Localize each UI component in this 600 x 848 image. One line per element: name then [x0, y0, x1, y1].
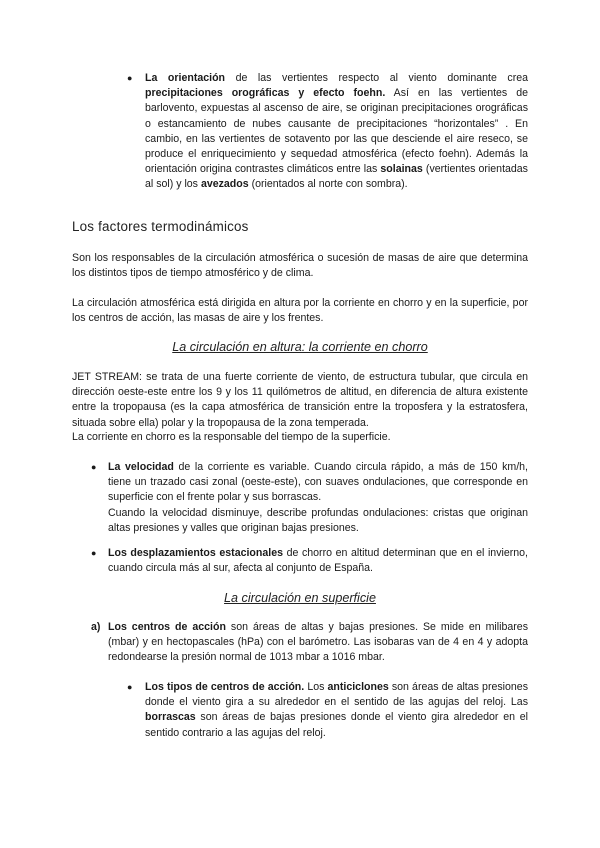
bullet-orientacion: La orientación de las vertientes respecto al viento dominante crea precipitaciones orográficas y efecto foehn. Así en las vertientes de barlovento, expuestas al ascenso de aire, se originan precipitaciones orográficas o estancamiento de nubes causante de precipitaciones “horizontales” . En cambio, en las vertientes de sotavento por las que desciende el aire reseco, se produce el enriquecimiento y sequedad atmosférica (efecto foehn). Además la orientación origina contrastes climáticos entre las solainas (vertientes orientadas al sol) y los avezados (orientados al norte con sombra). — [145, 72, 529, 191]
bullet-dot: ● — [91, 462, 97, 472]
bullet-tipos-centros: Los tipos de centros de acción. Los anticiclones son áreas de altas presiones donde el viento gira a su alrededor en el sentido de las agujas del reloj. Las borrascas son áreas de bajas presiones donde el viento gira alrededor en el sentido contrario a las agujas del reloj. — [145, 681, 528, 739]
section-title: Los factores termodinámicos — [72, 219, 249, 234]
bold-term: anticiclones — [327, 681, 389, 693]
heading-circulacion-superficie: La circulación en superficie — [224, 591, 376, 605]
bullet-dot: ● — [91, 548, 97, 558]
bullet-desplazamientos: Los desplazamientos estacionales de chorro en altitud determinan que en el invierno, cuando circula más al sur, afecta al conjunto de España. — [108, 547, 528, 575]
list-label-a: a) — [91, 621, 101, 633]
bold-term: solainas — [380, 163, 423, 176]
bold-term: borrascas — [145, 711, 196, 724]
paragraph-jet-stream: JET STREAM: se trata de una fuerte corriente de viento, de estructura tubular, que circula en dirección oeste-este entre los 9 y los 11 quilómetros de altitud, en diferencia de altura existente entre la tropopausa (es la capa atmosférica de transición entre la troposfera y la estratosfera, situada sobre ella) polar y la tropopausa de la zona temperada. — [72, 371, 528, 429]
bold-term: La velocidad — [108, 461, 174, 473]
paragraph-circulacion: La circulación atmosférica está dirigida en altura por la corriente en chorro y en la superficie, por los centros de acción, las masas de aire y los frentes. — [72, 297, 528, 325]
paragraph-responsables: Son los responsables de la circulación atmosférica o sucesión de masas de aire que determina los distintos tipos de tiempo atmosférico y de clima. — [72, 252, 528, 280]
item-centros-accion: Los centros de acción son áreas de altas y bajas presiones. Se mide en milibares (mbar) y en hectopascales (hPa) con el barómetro. Las isobaras van de 4 en 4 y adopta redondearse la presión normal de 1013 mbar a 1016 mbar. — [108, 621, 528, 664]
bold-term: Los centros de acción — [108, 621, 226, 633]
bold-term: Los desplazamientos estacionales — [108, 547, 283, 559]
bold-term: precipitaciones orográficas y efecto foehn. — [145, 87, 386, 100]
bullet-dot: ● — [127, 73, 133, 83]
bold-term: avezados — [200, 178, 249, 191]
bullet-velocidad: La velocidad de la corriente es variable. Cuando circula rápido, a más de 150 km/h, tiene un trazado casi zonal (oeste-este), con suaves ondulaciones, que corresponde en superficie con el frente polar y sus borrascas. Cuando la velocidad disminuye, describe profundas ondulaciones: cristas que originan altas presiones y valles que originan bajas presiones. — [108, 461, 528, 534]
bullet-dot: ● — [127, 682, 133, 692]
paragraph-jet-responsable: La corriente en chorro es la responsable del tiempo de la superficie. — [72, 431, 391, 443]
bold-term: La orientación — [145, 72, 226, 84]
bold-term: Los tipos de centros de acción. — [145, 681, 305, 693]
heading-circulacion-altura: La circulación en altura: la corriente en chorro — [172, 340, 428, 354]
